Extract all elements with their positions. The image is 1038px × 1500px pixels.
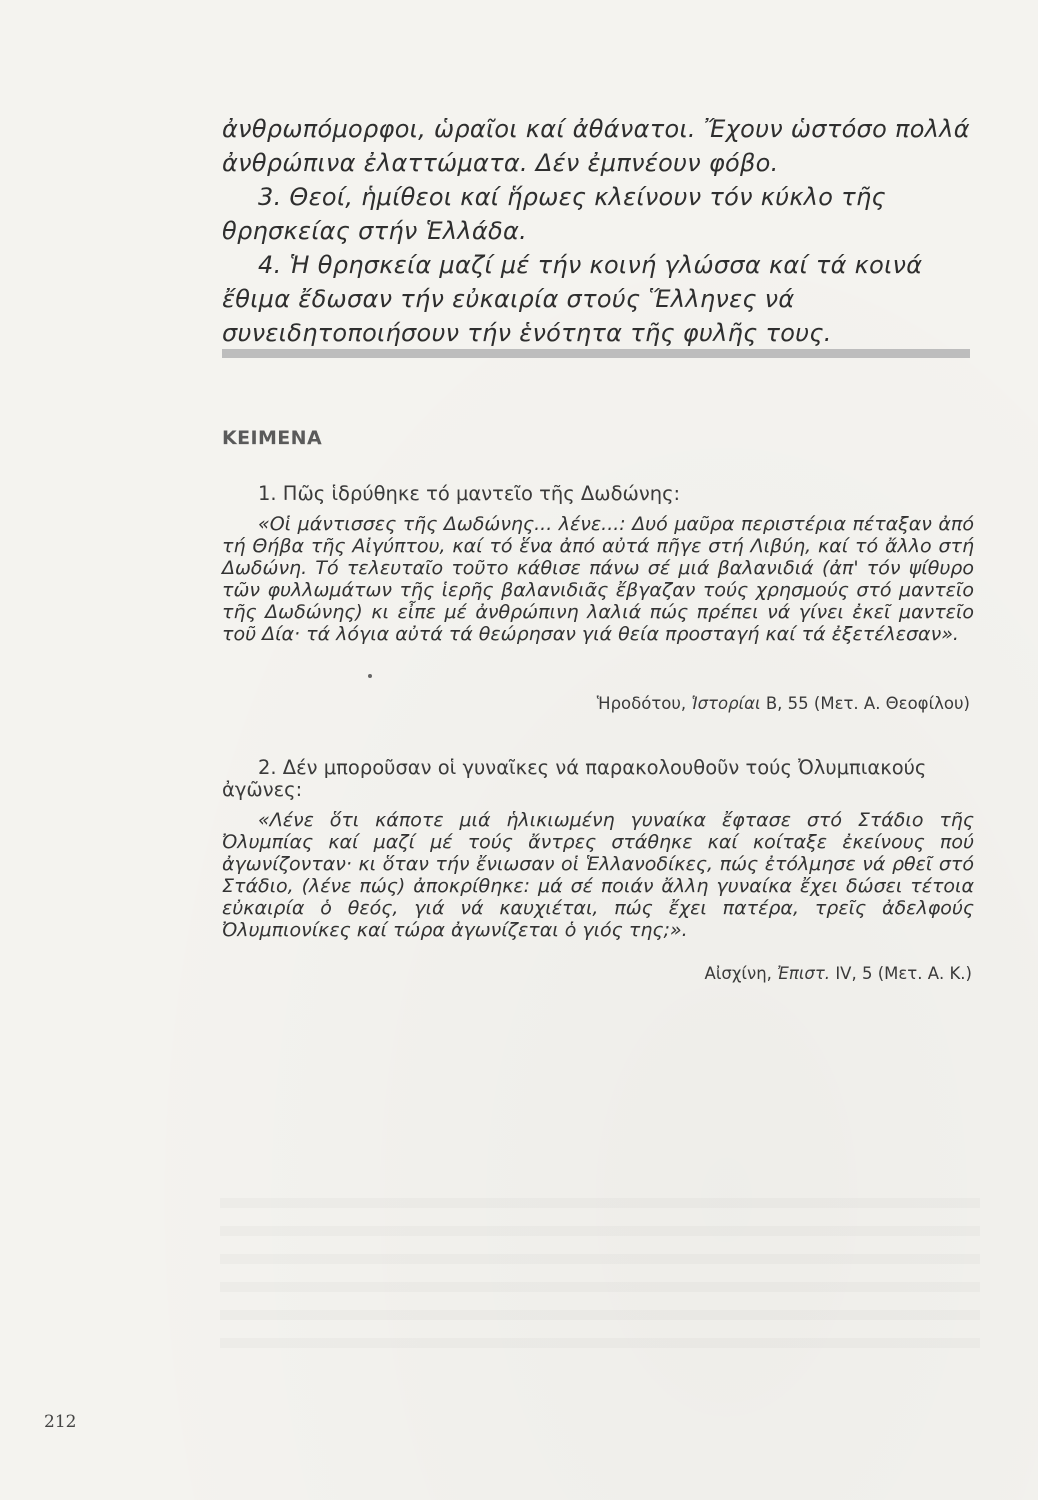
source-2-reference: IV, 5 (Μετ. Α. Κ.) <box>835 964 972 983</box>
intro-item-4: 4. Ἡ θρησκεία μαζί μέ τήν κοινή γλώσσα καί τά κοινά ἔθιμα ἔδωσαν τήν εὐκαιρία στούς Ἕλληνες νά συνειδητοποιήσουν τήν ἑνότητα τῆς φυλῆς τους. <box>222 251 923 347</box>
excerpt-2-source <box>705 964 972 983</box>
source-2-work: Ἐπιστ. <box>777 964 831 983</box>
bleed-through-texture <box>220 1180 980 1360</box>
text-excerpt-2 <box>222 757 974 941</box>
source-1-work: Ἱστορίαι <box>691 694 761 713</box>
excerpt-2-quote: «Λένε ὅτι κάποτε μιά ἡλικιωμένη γυναίκα ἔφτασε στό Στάδιο τῆς Ὀλυμπίας καί μαζί μέ τούς ἄντρες στάθηκε καί κοίταξε ἐκείνους πού ἀγωνίζονταν· κι ὅταν τήν ἔνιωσαν οἱ Ἑλλανοδίκες, πώς ἐτόλμησε νά ρθεῖ στό Στάδιο, (λένε πώς) ἀποκρίθηκε: μά σέ ποιάν ἄλλη γυναίκα ἔχει δώσει τέτοια εὐκαιρία ὁ θεός, γιά νά καυχιέται, πώς ἔχει πατέρα, τρεῖς ἀδελφούς Ὀλυμπιονίκες καί τώρα ἀγωνίζεται ὁ γιός της;». <box>222 809 974 941</box>
section-heading: ΚΕΙΜΕΝΑ <box>222 427 323 449</box>
page-number: 212 <box>44 1412 77 1432</box>
section-divider <box>222 349 970 358</box>
excerpt-1-source <box>597 694 970 713</box>
print-speck <box>368 674 372 678</box>
intro-line: ἀνθρωπόμορφοι, ὡραῖοι καί ἀθάνατοι. Ἔχουν ὡστόσο πολλά ἀνθρώπινα ἐλαττώματα. Δέν ἐμπνέουν φόβο. <box>222 115 970 177</box>
excerpt-2-question: 2. Δέν μποροῦσαν οἱ γυναῖκες νά παρακολουθοῦν τούς Ὀλυμπιακούς ἀγῶνες: <box>222 756 927 801</box>
intro-text <box>222 112 974 350</box>
source-2-author: Αἰσχίνη, <box>704 964 772 983</box>
text-excerpt-1 <box>222 483 974 645</box>
excerpt-1-question: 1. Πῶς ἱδρύθηκε τό μαντεῖο τῆς Δωδώνης: <box>258 482 681 505</box>
source-1-reference: Β, 55 (Μετ. Α. Θεοφίλου) <box>765 694 970 713</box>
intro-item-3: 3. Θεοί, ἡμίθεοι καί ἥρωες κλείνουν τόν κύκλο τῆς θρησκείας στήν Ἑλλάδα. <box>222 183 886 245</box>
source-1-author: Ἡροδότου, <box>596 694 687 713</box>
excerpt-1-quote: «Οἱ μάντισσες τῆς Δωδώνης... λένε...: Δυό μαῦρα περιστέρια πέταξαν ἀπό τή Θήβα τῆς Αἰγύπτου, καί τό ἕνα ἀπό αὐτά πῆγε στή Λιβύη, καί τό ἄλλο στή Δωδώνη. Τό τελευταῖο τοῦτο κάθισε πάνω σέ μιά βαλανιδιά (ἀπ' τόν ψίθυρο τῶν φυλλωμάτων τῆς ἱερῆς βαλανιδιᾶς ἔβγαζαν τούς χρησμούς στό μαντεῖο τῆς Δωδώνης) κι εἶπε μέ ἀνθρώπινη λαλιά πώς πρέπει νά γίνει ἐκεῖ μαντεῖο τοῦ Δία· τά λόγια αὐτά τά θεώρησαν γιά θεία προσταγή καί τά ἐξετέλεσαν». <box>222 513 974 645</box>
